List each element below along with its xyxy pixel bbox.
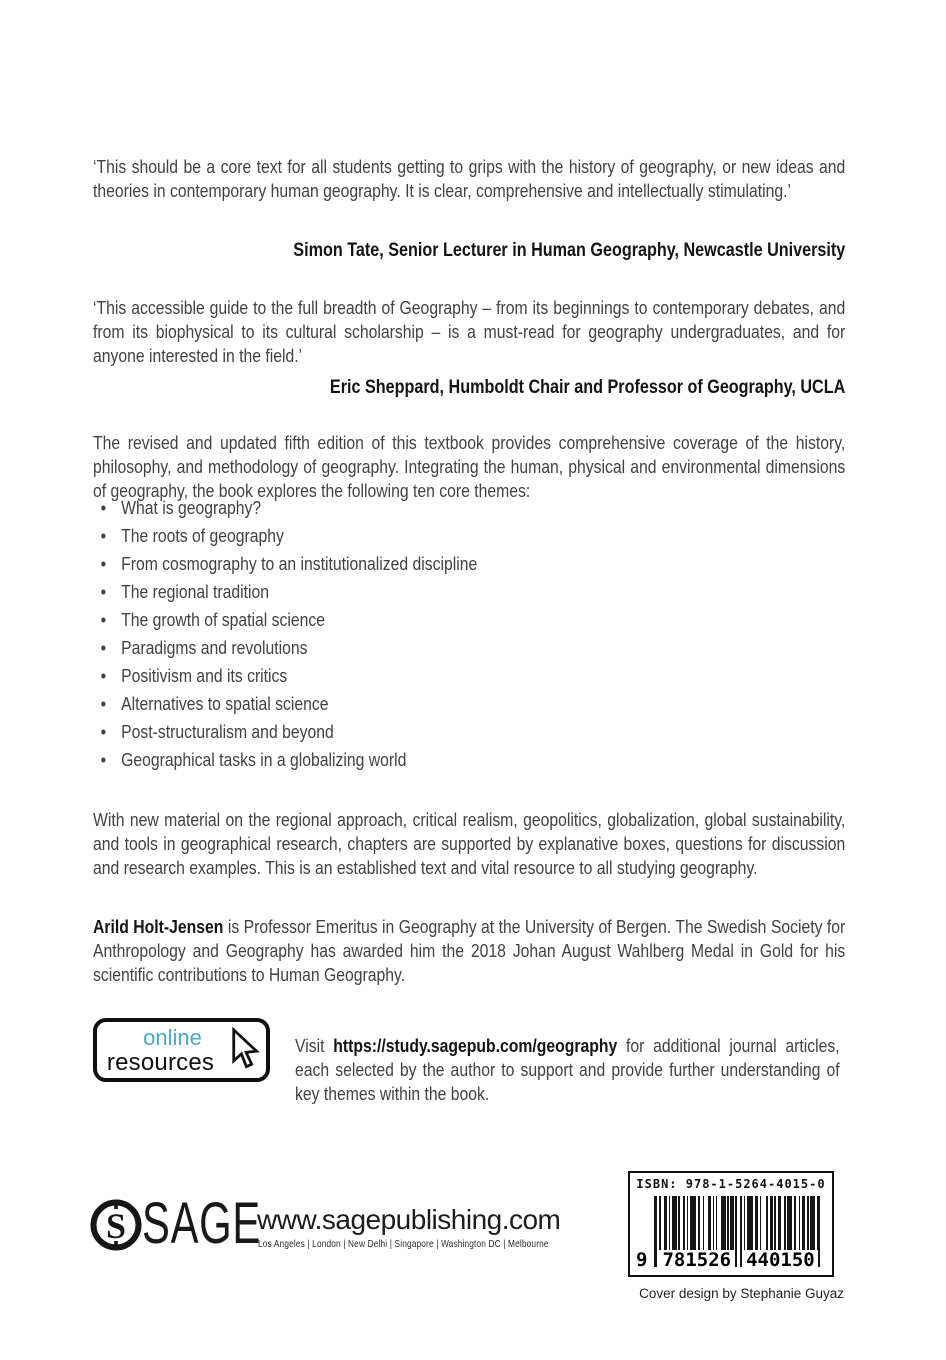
- review-quote-1-attribution: Simon Tate, Senior Lecturer in Human Geography, Newcastle University: [293, 240, 846, 261]
- list-item: [93, 578, 845, 606]
- list-item: [93, 494, 845, 522]
- barcode-group-1: 781526: [659, 1250, 734, 1270]
- list-item: [93, 634, 845, 662]
- publisher-locations: Los Angeles | London | New Delhi | Singapore | Washington DC | Melbourne: [258, 1238, 549, 1250]
- sage-wordmark: SAGE: [142, 1191, 261, 1256]
- barcode-group-2: 440150: [743, 1250, 818, 1270]
- list-item-label: Post-structuralism and beyond: [121, 721, 334, 742]
- bullet-icon: •: [100, 609, 107, 630]
- bullet-icon: •: [100, 749, 107, 770]
- online-resources-badge: [93, 1018, 270, 1082]
- online-resources-label-line1: online: [143, 1025, 202, 1050]
- cursor-arrow-icon: [226, 1027, 260, 1078]
- list-item-label: Paradigms and revolutions: [121, 637, 308, 658]
- list-item: [93, 662, 845, 690]
- visit-suffix: for additional journal articles, each selected by the author to support and provide further understanding of key themes within the book.: [295, 1034, 840, 1104]
- sage-logo-icon: [90, 1199, 142, 1256]
- barcode-digits: [633, 1249, 828, 1270]
- bullet-icon: •: [100, 721, 107, 742]
- list-item-label: Geographical tasks in a globalizing world: [121, 749, 407, 770]
- bullet-icon: •: [100, 525, 107, 546]
- isbn-barcode: [628, 1171, 834, 1277]
- bullet-icon: •: [100, 553, 107, 574]
- list-item-label: Alternatives to spatial science: [121, 693, 329, 714]
- visit-prefix: Visit: [295, 1034, 334, 1056]
- list-item-label: The roots of geography: [121, 525, 284, 546]
- list-item-label: What is geography?: [121, 497, 262, 518]
- online-resources-label: [101, 1026, 220, 1076]
- bullet-icon: •: [100, 497, 107, 518]
- online-resources-label-line2: resources: [106, 1048, 215, 1076]
- review-quote-2-attribution: Eric Sheppard, Humboldt Chair and Professor of Geography, UCLA: [329, 377, 846, 398]
- bullet-icon: •: [100, 693, 107, 714]
- author-bio: [93, 915, 845, 987]
- review-quote-2: ‘This accessible guide to the full breadth of Geography – from its beginnings to contemporary debates, and from its biophysical to its cultural scholarship – is a must-read for geography undergraduates, and for anyone interested in the field.’: [93, 296, 846, 366]
- list-item-label: The growth of spatial science: [121, 609, 325, 630]
- bullet-icon: •: [100, 637, 107, 658]
- author-bio-text: is Professor Emeritus in Geography at the University of Bergen. The Swedish Society for Anthropology and Geography has awarded him the 2018 Johan August Wahlberg Medal in Gold for his scientific contributions to Human Geography.: [93, 915, 846, 985]
- list-item: [93, 606, 845, 634]
- svg-text:S: S: [105, 1206, 127, 1246]
- list-item: [93, 522, 845, 550]
- bullet-icon: •: [100, 665, 107, 686]
- core-themes-list: [93, 494, 845, 774]
- list-item: [93, 550, 845, 578]
- cover-design-credit: Cover design by Stephanie Guyaz: [639, 1286, 844, 1301]
- barcode-digit-left: 9: [633, 1250, 650, 1270]
- resources-url: https://study.sagepub.com/geography: [333, 1034, 618, 1056]
- publisher-website: www.sagepublishing.com: [257, 1204, 561, 1235]
- list-item: [93, 718, 845, 746]
- list-item-label: Positivism and its critics: [121, 665, 288, 686]
- list-item: [93, 746, 845, 774]
- review-quote-1: ‘This should be a core text for all students getting to grips with the history of geography, or new ideas and theories in contemporary human geography. It is clear, comprehensive and intellectually stimulating.’: [93, 155, 846, 201]
- list-item: [93, 690, 845, 718]
- bullet-icon: •: [100, 581, 107, 602]
- intro-paragraph: The revised and updated fifth edition of this textbook provides comprehensive coverage of the history, philosophy, and methodology of geography. Integrating the human, physical and environmental dimensions of geography, the book explores the following ten core themes:: [93, 431, 846, 501]
- closing-paragraph: With new material on the regional approach, critical realism, geopolitics, globalization, global sustainability, and tools in geographical research, chapters are supported by explanative boxes, questions for discussion and research examples. This is an established text and vital resource to all studying geography.: [93, 808, 846, 878]
- online-resources-text: [295, 1034, 840, 1106]
- list-item-label: From cosmography to an institutionalized discipline: [121, 553, 478, 574]
- isbn-label: ISBN: 978-1-5264-4015-0: [636, 1177, 826, 1191]
- list-item-label: The regional tradition: [121, 581, 269, 602]
- author-name: Arild Holt-Jensen: [93, 915, 224, 937]
